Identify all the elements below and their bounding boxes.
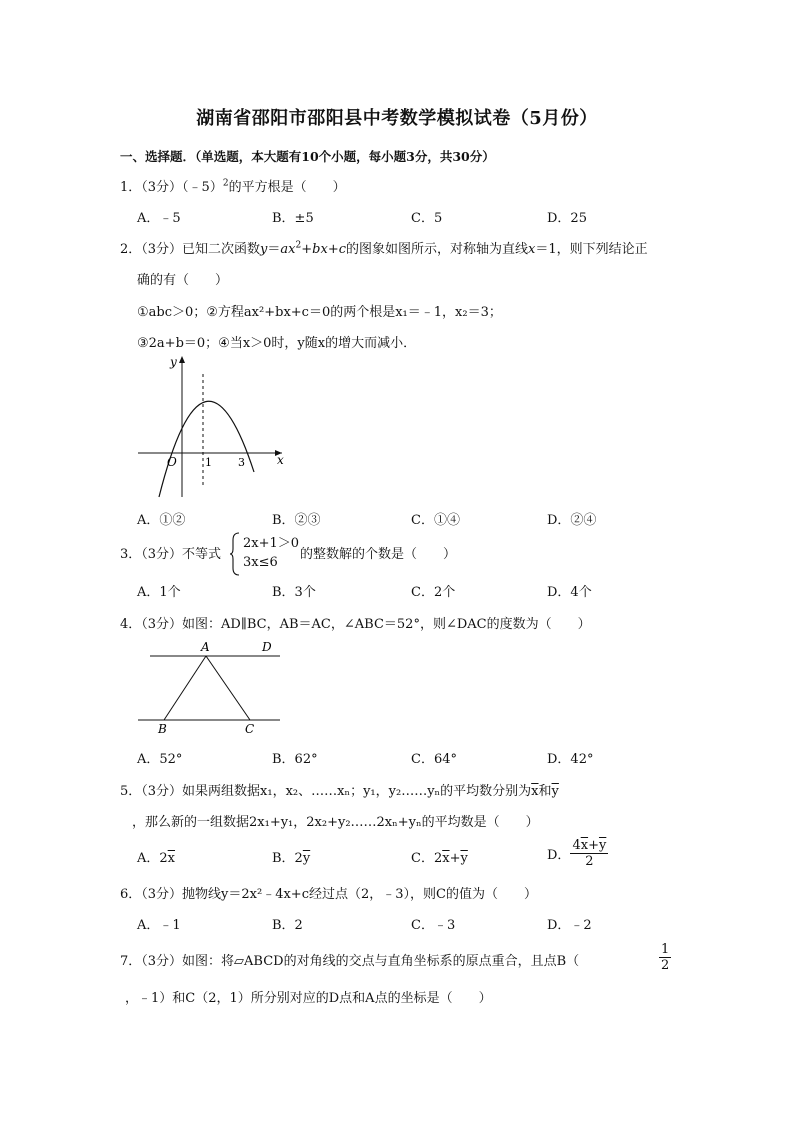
- segment-ac: [206, 656, 250, 720]
- q2-option-b: B．②③: [272, 513, 321, 528]
- point-b-label: B: [158, 722, 167, 736]
- q1-option-d: D．25: [547, 211, 587, 226]
- q6-option-a: A．﹣1: [137, 918, 181, 933]
- q1-option-c: C．5: [411, 211, 443, 226]
- question-2-statements-1: ①abc＞0；②方程ax²+bx+c＝0的两个根是x₁＝﹣1，x₂＝3；: [137, 305, 502, 320]
- question-3-stem-a: 3．（3分）不等式: [120, 547, 222, 562]
- question-2-stem-cont: 确的有（ ）: [137, 273, 229, 288]
- question-5-stem-cont: ，那么新的一组数据2x₁+y₁，2x₂+y₂……2xₙ+yₙ的平均数是（ ）: [132, 815, 539, 830]
- parabola-graph: [132, 352, 292, 502]
- page-title: 湖南省邵阳市邵阳县中考数学模拟试卷（5月份）: [196, 108, 598, 129]
- tick-label-1: 1: [205, 456, 212, 469]
- triangle-figure: [134, 636, 284, 738]
- point-c-label: C: [245, 722, 255, 736]
- system-brace: [229, 532, 241, 576]
- q3-option-c: C．2个: [411, 585, 456, 600]
- parabola-curve: [159, 401, 254, 497]
- y-axis-arrow: [179, 356, 185, 363]
- x-axis-label: x: [277, 453, 284, 467]
- q5-option-a: A．$2\overline{x}$: [137, 851, 176, 866]
- y-axis-label: y: [170, 355, 177, 369]
- section-heading: 一、选择题．（单选题，本大题有10个小题，每小题3分，共30分）: [120, 149, 495, 164]
- q6-option-d: D．﹣2: [547, 918, 592, 933]
- question-6-stem: 6．（3分）抛物线y＝2x²﹣4x+c经过点（2，﹣3），则C的值为（ ）: [120, 887, 537, 902]
- q4-option-c: C．64°: [411, 752, 457, 767]
- question-2-stem: 2．（3分）已知二次函数$y=ax^2+bx+c$的图象如图所示，对称轴为直线x＝1，则下列结论正: [120, 240, 648, 257]
- q3-option-d: D．4个: [547, 585, 592, 600]
- question-3-stem-b: 的整数解的个数是（ ）: [300, 547, 457, 562]
- inequality-2: 3x≤6: [243, 555, 278, 570]
- q5-option-c: C．$2\overline{x}+\overline{y}$: [411, 851, 468, 866]
- question-5-stem: 5．（3分）如果两组数据x₁，x₂、……xₙ；y₁，y₂……yₙ的平均数分别为$\overline{x}$和$\overline{y}$: [120, 784, 559, 799]
- q4-option-b: B．62°: [272, 752, 318, 767]
- question-7-stem-cont: ，﹣1）和C（2，1）所分别对应的D点和A点的坐标是（ ）: [125, 991, 492, 1006]
- question-4-stem: 4．（3分）如图：AD∥BC，AB＝AC，∠ABC＝52°，则∠DAC的度数为（ ）: [120, 617, 591, 632]
- point-d-label: D: [262, 640, 272, 654]
- segment-ab: [164, 656, 206, 720]
- q2-option-c: C．①④: [411, 513, 460, 528]
- question-1-stem: 1．（3分）（﹣5）$^2$的平方根是（ ）: [120, 178, 346, 195]
- origin-label: O: [167, 455, 177, 469]
- q5-option-b: B．$2\overline{y}$: [272, 851, 311, 866]
- point-a-label: A: [201, 640, 210, 654]
- q6-option-b: B．2: [272, 918, 303, 933]
- tick-label-3: 3: [238, 456, 245, 469]
- q5-option-d: D． $\frac{4\overline{x}+\overline{y}}{2}$: [547, 838, 607, 869]
- q2-option-d: D．②④: [547, 513, 597, 528]
- q6-option-c: C．﹣3: [411, 918, 456, 933]
- question-7-fraction: $\frac{1}{2}$: [661, 942, 670, 973]
- q1-option-a: A．﹣5: [137, 211, 181, 226]
- inequality-1: 2x+1＞0: [243, 536, 300, 551]
- q3-option-b: B．3个: [272, 585, 316, 600]
- q2-option-a: A．①②: [137, 513, 186, 528]
- q3-option-a: A．1个: [137, 585, 181, 600]
- q4-option-a: A．52°: [137, 752, 183, 767]
- question-7-stem: 7．（3分）如图：将▱ABCD的对角线的交点与直角坐标系的原点重合，且点B（: [120, 954, 580, 969]
- q1-option-b: B．±5: [272, 211, 314, 226]
- q4-option-d: D．42°: [547, 752, 594, 767]
- question-2-statements-2: ③2a+b＝0；④当x＞0时，y随x的增大而减小．: [137, 336, 417, 351]
